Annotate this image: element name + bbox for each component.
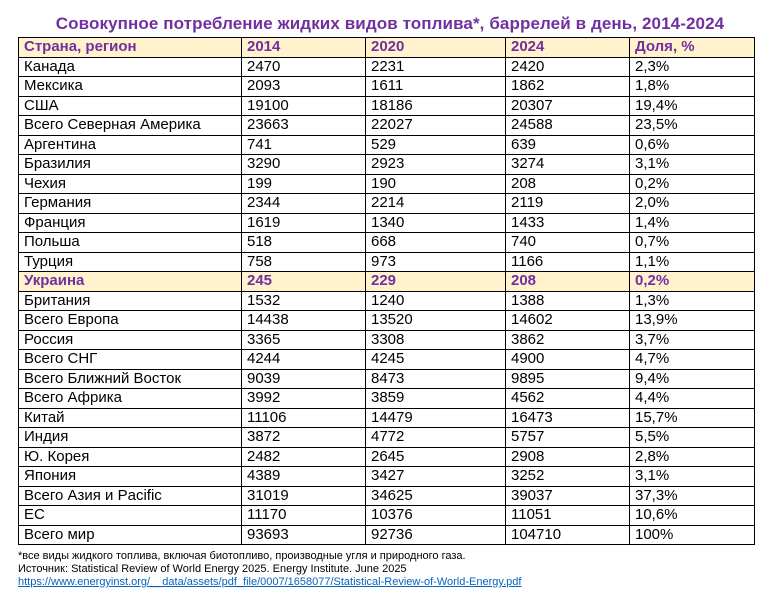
cell-share: 2,0% — [630, 194, 755, 214]
cell-value-2014: 2093 — [242, 77, 366, 97]
cell-value-2020: 22027 — [366, 116, 506, 136]
cell-value-2020: 529 — [366, 135, 506, 155]
cell-value-2014: 518 — [242, 233, 366, 253]
cell-value-2014: 3290 — [242, 155, 366, 175]
cell-country: ЕС — [19, 506, 242, 526]
cell-share: 3,1% — [630, 467, 755, 487]
cell-value-2024: 1862 — [506, 77, 630, 97]
page-title: Совокупное потребление жидких видов топлива*, баррелей в день, 2014-2024 — [55, 14, 725, 33]
cell-share: 0,7% — [630, 233, 755, 253]
cell-value-2014: 2344 — [242, 194, 366, 214]
cell-value-2020: 13520 — [366, 311, 506, 331]
cell-value-2024: 639 — [506, 135, 630, 155]
cell-share: 5,5% — [630, 428, 755, 448]
cell-country: Всего Африка — [19, 389, 242, 409]
cell-value-2020: 2231 — [366, 57, 506, 77]
cell-value-2024: 3274 — [506, 155, 630, 175]
cell-value-2020: 668 — [366, 233, 506, 253]
table-row — [19, 389, 755, 409]
cell-share: 13,9% — [630, 311, 755, 331]
cell-value-2020: 18186 — [366, 96, 506, 116]
cell-share: 3,7% — [630, 330, 755, 350]
cell-value-2020: 3308 — [366, 330, 506, 350]
cell-value-2014: 93693 — [242, 525, 366, 545]
cell-share: 2,8% — [630, 447, 755, 467]
cell-value-2020: 2923 — [366, 155, 506, 175]
cell-country: Франция — [19, 213, 242, 233]
cell-value-2024: 2420 — [506, 57, 630, 77]
table-header-row — [19, 38, 755, 58]
table-row — [19, 57, 755, 77]
cell-value-2024: 2119 — [506, 194, 630, 214]
cell-value-2020: 92736 — [366, 525, 506, 545]
table-row — [19, 506, 755, 526]
cell-share: 3,1% — [630, 155, 755, 175]
consumption-table — [18, 37, 755, 545]
cell-value-2020: 1340 — [366, 213, 506, 233]
cell-value-2014: 245 — [242, 272, 366, 292]
cell-value-2024: 11051 — [506, 506, 630, 526]
cell-share: 1,3% — [630, 291, 755, 311]
cell-share: 9,4% — [630, 369, 755, 389]
cell-share: 15,7% — [630, 408, 755, 428]
table-row — [19, 116, 755, 136]
column-header-country: Страна, регион — [19, 38, 242, 58]
cell-value-2020: 14479 — [366, 408, 506, 428]
cell-value-2020: 2645 — [366, 447, 506, 467]
cell-value-2014: 1532 — [242, 291, 366, 311]
cell-country: Индия — [19, 428, 242, 448]
cell-value-2014: 1619 — [242, 213, 366, 233]
cell-value-2024: 208 — [506, 272, 630, 292]
table-row — [19, 311, 755, 331]
cell-share: 10,6% — [630, 506, 755, 526]
cell-value-2014: 11106 — [242, 408, 366, 428]
table-row — [19, 272, 755, 292]
cell-share: 4,4% — [630, 389, 755, 409]
cell-value-2014: 2470 — [242, 57, 366, 77]
column-header-2024: 2024 — [506, 38, 630, 58]
cell-value-2024: 39037 — [506, 486, 630, 506]
cell-share: 19,4% — [630, 96, 755, 116]
cell-share: 2,3% — [630, 57, 755, 77]
cell-country: Япония — [19, 467, 242, 487]
column-header-share: Доля, % — [630, 38, 755, 58]
cell-share: 100% — [630, 525, 755, 545]
cell-value-2024: 20307 — [506, 96, 630, 116]
cell-value-2020: 2214 — [366, 194, 506, 214]
table-row — [19, 194, 755, 214]
table-body — [19, 57, 755, 545]
cell-value-2014: 23663 — [242, 116, 366, 136]
cell-country: Мексика — [19, 77, 242, 97]
footnote: *все виды жидкого топлива, включая биотопливо, производные угля и природного газа. — [18, 550, 466, 562]
cell-value-2014: 3365 — [242, 330, 366, 350]
table-row — [19, 155, 755, 175]
table-row — [19, 174, 755, 194]
table-row — [19, 252, 755, 272]
cell-country: Британия — [19, 291, 242, 311]
table-row — [19, 77, 755, 97]
cell-country: Бразилия — [19, 155, 242, 175]
cell-share: 4,7% — [630, 350, 755, 370]
cell-value-2024: 740 — [506, 233, 630, 253]
cell-value-2024: 16473 — [506, 408, 630, 428]
cell-value-2020: 973 — [366, 252, 506, 272]
cell-value-2020: 4772 — [366, 428, 506, 448]
cell-share: 1,8% — [630, 77, 755, 97]
column-header-2020: 2020 — [366, 38, 506, 58]
cell-value-2024: 2908 — [506, 447, 630, 467]
cell-value-2024: 4562 — [506, 389, 630, 409]
cell-value-2024: 5757 — [506, 428, 630, 448]
cell-value-2020: 3859 — [366, 389, 506, 409]
cell-share: 0,6% — [630, 135, 755, 155]
column-header-2014: 2014 — [242, 38, 366, 58]
cell-share: 1,1% — [630, 252, 755, 272]
cell-value-2020: 4245 — [366, 350, 506, 370]
cell-country: Россия — [19, 330, 242, 350]
cell-value-2014: 4244 — [242, 350, 366, 370]
cell-country: Всего Европа — [19, 311, 242, 331]
cell-country: США — [19, 96, 242, 116]
table-row — [19, 525, 755, 545]
cell-value-2014: 3992 — [242, 389, 366, 409]
cell-value-2014: 9039 — [242, 369, 366, 389]
cell-value-2024: 208 — [506, 174, 630, 194]
cell-country: Чехия — [19, 174, 242, 194]
cell-country: Турция — [19, 252, 242, 272]
cell-share: 23,5% — [630, 116, 755, 136]
cell-value-2014: 11170 — [242, 506, 366, 526]
cell-country: Аргентина — [19, 135, 242, 155]
cell-country: Польша — [19, 233, 242, 253]
cell-country: Всего Азия и Pacific — [19, 486, 242, 506]
cell-value-2020: 10376 — [366, 506, 506, 526]
table-row — [19, 447, 755, 467]
table-row — [19, 233, 755, 253]
cell-value-2024: 1388 — [506, 291, 630, 311]
cell-country: Украина — [19, 272, 242, 292]
cell-value-2024: 104710 — [506, 525, 630, 545]
cell-value-2014: 741 — [242, 135, 366, 155]
cell-value-2024: 24588 — [506, 116, 630, 136]
cell-share: 0,2% — [630, 174, 755, 194]
cell-value-2020: 3427 — [366, 467, 506, 487]
cell-value-2020: 1240 — [366, 291, 506, 311]
table-row — [19, 330, 755, 350]
cell-value-2020: 190 — [366, 174, 506, 194]
cell-value-2024: 1166 — [506, 252, 630, 272]
cell-value-2024: 14602 — [506, 311, 630, 331]
table-row — [19, 428, 755, 448]
cell-value-2020: 34625 — [366, 486, 506, 506]
table-row — [19, 350, 755, 370]
table-row — [19, 96, 755, 116]
cell-country: Всего Северная Америка — [19, 116, 242, 136]
cell-country: Всего мир — [19, 525, 242, 545]
cell-value-2014: 758 — [242, 252, 366, 272]
cell-value-2024: 3862 — [506, 330, 630, 350]
cell-value-2014: 3872 — [242, 428, 366, 448]
table-row — [19, 213, 755, 233]
cell-country: Ю. Корея — [19, 447, 242, 467]
table-row — [19, 467, 755, 487]
cell-value-2020: 8473 — [366, 369, 506, 389]
cell-country: Германия — [19, 194, 242, 214]
cell-country: Всего СНГ — [19, 350, 242, 370]
table-row — [19, 486, 755, 506]
cell-country: Всего Ближний Восток — [19, 369, 242, 389]
cell-value-2014: 2482 — [242, 447, 366, 467]
table-row — [19, 291, 755, 311]
cell-value-2014: 19100 — [242, 96, 366, 116]
source-note: Источник: Statistical Review of World Energy 2025. Energy Institute. June 2025 — [18, 563, 407, 575]
cell-value-2020: 1611 — [366, 77, 506, 97]
table-row — [19, 369, 755, 389]
source-link[interactable]: https://www.energyinst.org/__data/assets/pdf_file/0007/1658077/Statistical-Review-of-World-Energy.pdf — [18, 576, 522, 588]
cell-value-2024: 4900 — [506, 350, 630, 370]
cell-value-2014: 14438 — [242, 311, 366, 331]
cell-share: 0,2% — [630, 272, 755, 292]
cell-value-2024: 1433 — [506, 213, 630, 233]
cell-share: 37,3% — [630, 486, 755, 506]
cell-value-2024: 3252 — [506, 467, 630, 487]
table-row — [19, 135, 755, 155]
cell-value-2020: 229 — [366, 272, 506, 292]
cell-value-2014: 4389 — [242, 467, 366, 487]
cell-value-2024: 9895 — [506, 369, 630, 389]
table-row — [19, 408, 755, 428]
cell-value-2014: 31019 — [242, 486, 366, 506]
cell-value-2014: 199 — [242, 174, 366, 194]
cell-share: 1,4% — [630, 213, 755, 233]
cell-country: Канада — [19, 57, 242, 77]
cell-country: Китай — [19, 408, 242, 428]
